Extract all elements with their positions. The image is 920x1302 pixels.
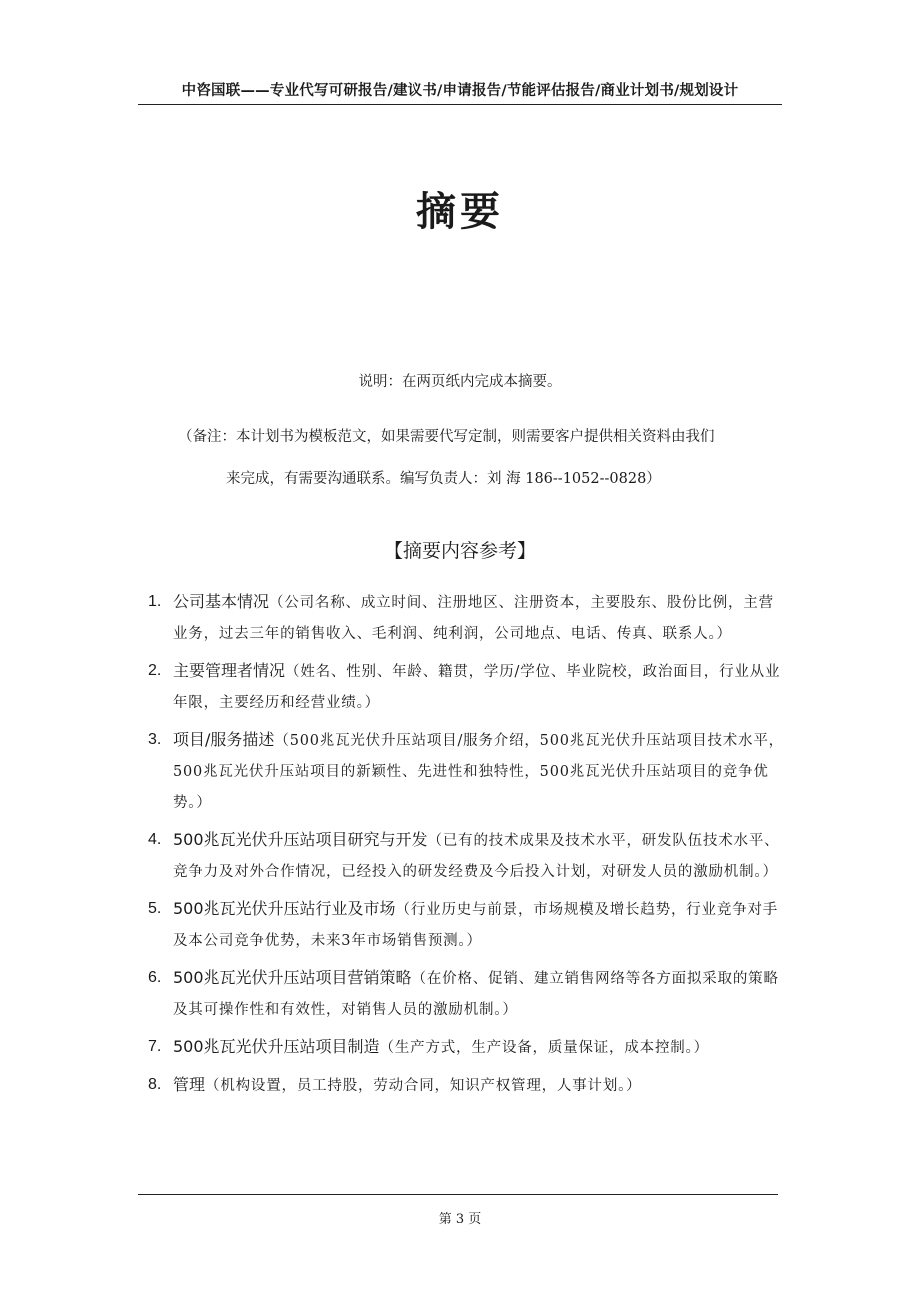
page-header: [138, 78, 782, 105]
item-number: 1.: [148, 593, 162, 610]
item-description: （生产方式，生产设备，质量保证，成本控制。）: [379, 1040, 709, 1056]
item-number: 2.: [148, 662, 162, 679]
item-description: （姓名、性别、年龄、籍贯，学历/学位、毕业院校，政治面目，行业从业年限，主要经历和经营业绩。）: [173, 664, 781, 711]
item-number: 3.: [148, 731, 162, 748]
list-item: [148, 656, 788, 718]
item-heading: 500兆瓦光伏升压站项目营销策略: [173, 968, 412, 987]
item-heading: 管理: [173, 1075, 206, 1094]
list-item: [148, 1070, 788, 1101]
item-number: 8.: [148, 1076, 162, 1093]
page-number: 第 3 页: [438, 1212, 482, 1227]
remark-line-1: （备注：本计划书为模板范文，如果需要代写定制，则需要客户提供相关资料由我们: [178, 429, 715, 445]
item-description: （行业历史与前景，市场规模及增长趋势，行业竞争对手及本公司竞争优势，未来3年市场销售预测。）: [173, 902, 779, 949]
item-heading: 500兆瓦光伏升压站行业及市场: [173, 899, 396, 918]
item-description: （500兆瓦光伏升压站项目/服务介绍，500兆瓦光伏升压站项目技术水平，500兆瓦光伏升压站项目的新颖性、先进性和独特性，500兆瓦光伏升压站项目的竞争优势。）: [173, 733, 784, 811]
item-number: 7.: [148, 1038, 162, 1055]
remark-line-2: 来完成，有需要沟通联系。编写负责人：刘 海 186--1052--0828）: [226, 471, 661, 487]
list-item: [148, 587, 788, 649]
item-heading: 公司基本情况: [173, 592, 270, 611]
item-description: （机构设置，员工持股，劳动合同，知识产权管理，人事计划。）: [205, 1078, 642, 1094]
item-number: 6.: [148, 969, 162, 986]
footer-divider: [138, 1194, 778, 1195]
item-number: 5.: [148, 900, 162, 917]
item-description: （在价格、促销、建立销售网络等各方面拟采取的策略及其可操作性和有效性，对销售人员的激励机制。）: [173, 971, 779, 1018]
list-item: [148, 725, 788, 818]
list-item: [148, 825, 788, 887]
list-item: [148, 1032, 788, 1063]
item-description: （已有的技术成果及技术水平，研发队伍技术水平、竞争力及对外合作情况，已经投入的研发经费及今后投入计划，对研发人员的激励机制。）: [173, 833, 780, 880]
list-item: [148, 894, 788, 956]
item-heading: 500兆瓦光伏升压站项目研究与开发: [173, 830, 428, 849]
summary-reference-list: [148, 587, 788, 1108]
header-text: 中咨国联——专业代写可研报告/建议书/申请报告/节能评估报告/商业计划书/规划设计: [181, 83, 739, 99]
item-heading: 500兆瓦光伏升压站项目制造: [173, 1037, 380, 1056]
section-heading: 【摘要内容参考】: [383, 540, 536, 562]
document-title: 摘要: [416, 188, 504, 235]
item-number: 4.: [148, 831, 162, 848]
item-heading: 主要管理者情况: [173, 661, 286, 680]
item-description: （公司名称、成立时间、注册地区、注册资本，主要股东、股份比例，主营业务，过去三年的销售收入、毛利润、纯利润，公司地点、电话、传真、联系人。）: [173, 595, 774, 642]
item-heading: 项目/服务描述: [173, 730, 275, 749]
instruction-text: 说明：在两页纸内完成本摘要。: [358, 374, 562, 390]
list-item: [148, 963, 788, 1025]
